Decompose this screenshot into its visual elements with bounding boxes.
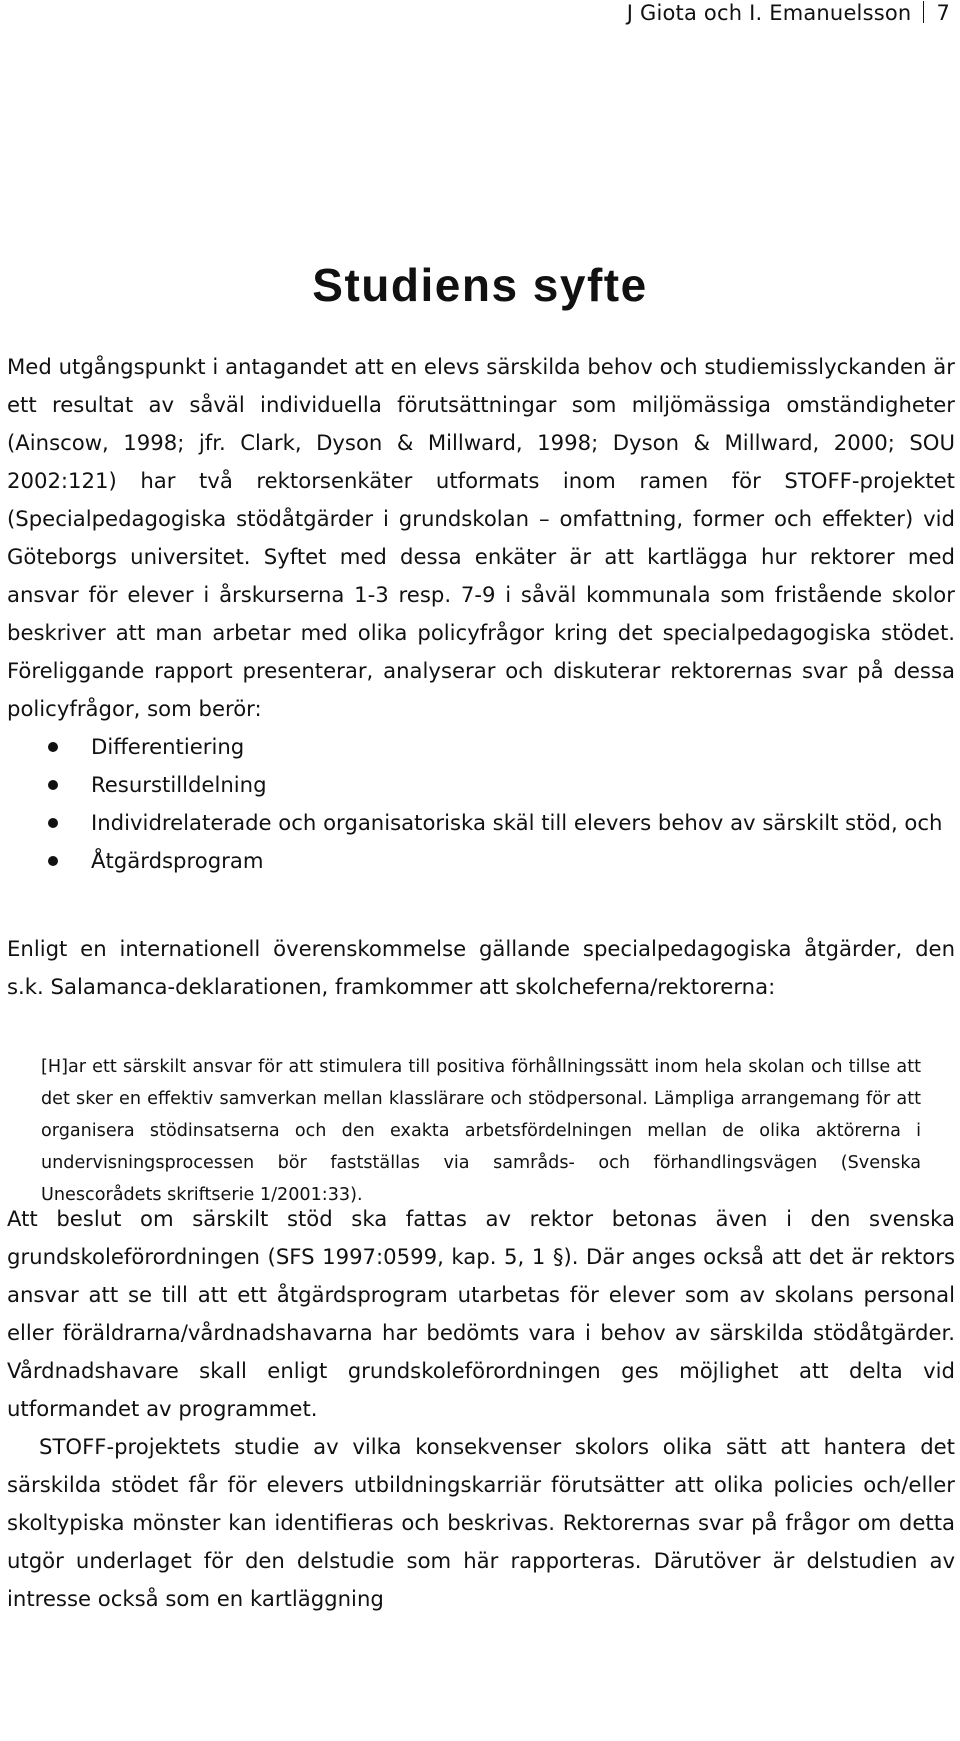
running-header xyxy=(627,0,950,26)
list-item-text: Differentiering xyxy=(91,734,245,759)
header-page-number: 7 xyxy=(936,1,950,25)
list-item xyxy=(7,804,955,842)
bullet-icon xyxy=(48,742,58,752)
list-item-text: Individrelaterade och organisatoriska skäl till elevers behov av särskilt stöd, och xyxy=(91,810,943,835)
list-item-text: Åtgärdsprogram xyxy=(91,848,264,873)
bullet-icon xyxy=(48,780,58,790)
intro-paragraph: Med utgångspunkt i antagandet att en elevs särskilda behov och studiemisslyckanden är ett resultat av såväl individuella förutsättningar som miljömässiga omständigheter (Ainscow, 1998; jfr. Clark, Dyson & Millward, 1998; Dyson & Millward, 2000; SOU 2002:121) har två rektorsenkäter utformats inom ramen för STOFF-projektet (Specialpedagogiska stödåtgärder i grundskolan – omfattning, former och effekter) vid Göteborgs universitet. Syftet med dessa enkäter är att kartlägga hur rektorer med ansvar för elever i årskurserna 1-3 resp. 7-9 i såväl kommunala som fristående skolor beskriver att man arbetar med olika policyfrågor kring det specialpedagogiska stödet. Föreliggande rapport presenterar, analyserar och diskuterar rektorernas svar på dessa policyfrågor, som berör: xyxy=(7,354,955,721)
header-separator xyxy=(923,1,924,23)
header-authors: J Giota och I. Emanuelsson xyxy=(626,1,912,25)
list-item xyxy=(7,766,955,804)
block-quote: [H]ar ett särskilt ansvar för att stimulera till positiva förhållningssätt inom hela skolan och tillse att det sker en effektiv samverkan mellan klasslärare och stödpersonal. Lämpliga arrangemang för att organisera stödinsatserna och den exakta arbetsfördelningen mellan de olika aktörerna i undervisningsprocessen bör fastställas via samråds- och förhandlingsvägen (Svenska Unescorådets skriftserie 1/2001:33). xyxy=(41,1057,921,1205)
section-title: Studiens syfte xyxy=(312,259,648,311)
legislation-paragraph: Att beslut om särskilt stöd ska fattas av rektor betonas även i den svenska grundskoleförordningen (SFS 1997:0599, kap. 5, 1 §). Där anges också att det är rektors ansvar att se till att ett åtgärdsprogram utarbetas för elever som av skolans personal eller föräldrarna/vårdnadshavarna har bedömts vara i behov av särskilda stödåtgärder. Vårdnadshavare skall enligt grundskoleförordningen ges möjlighet att delta vid utformandet av programmet. xyxy=(7,1206,955,1421)
list-item xyxy=(7,728,955,766)
list-item-text: Resurstilldelning xyxy=(91,772,267,797)
stoff-paragraph: STOFF-projektets studie av vilka konsekvenser skolors olika sätt att hantera det särskilda stödet får för elevers utbildningskarriär förutsätter att olika policies och/eller skoltypiska mönster kan identifieras och beskrivas. Rektorernas svar på frågor om detta utgör underlaget för den delstudie som här rapporteras. Därutöver är delstudien av intresse också som en kartläggning xyxy=(7,1434,955,1611)
bullet-icon xyxy=(48,818,58,828)
list-item xyxy=(7,842,955,880)
policy-question-list xyxy=(7,728,955,880)
bullet-icon xyxy=(48,856,58,866)
salamanca-paragraph: Enligt en internationell överenskommelse gällande specialpedagogiska åtgärder, den s.k. Salamanca-deklarationen, framkommer att skolcheferna/rektorerna: xyxy=(7,936,955,999)
